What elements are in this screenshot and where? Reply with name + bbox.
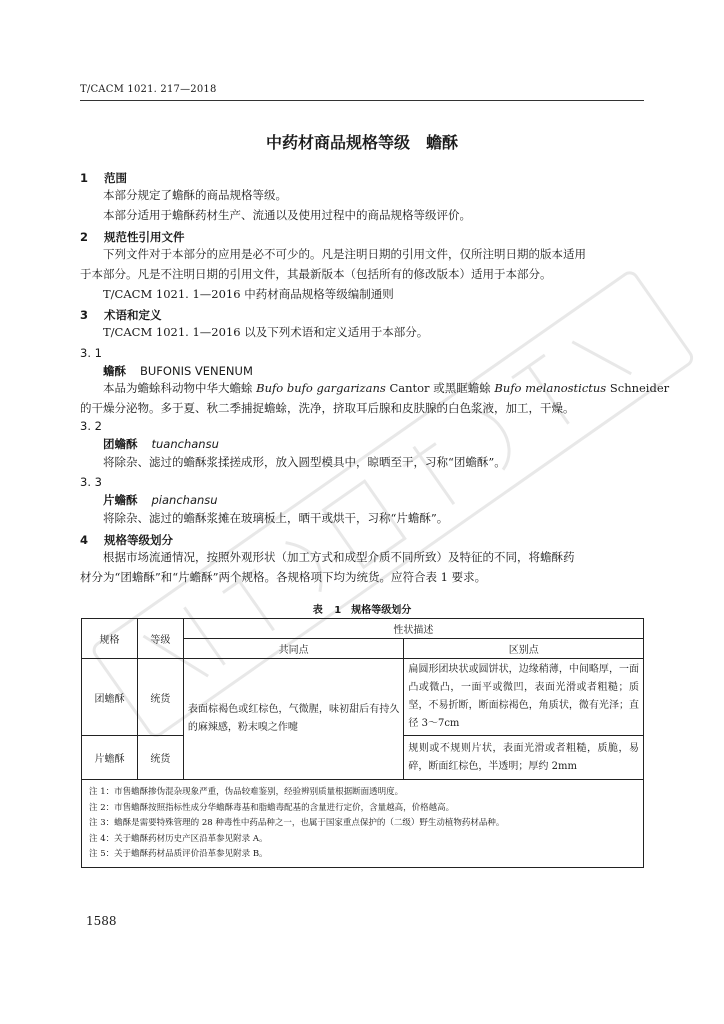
header-grade: 等级	[137, 619, 183, 659]
paragraph: 于本部分。凡是不注明日期的引用文件，其最新版本（包括所有的修改版本）适用于本部分。	[80, 267, 552, 281]
header-traits: 性状描述	[183, 619, 643, 639]
cell-diff: 规则或不规则片状，表面光滑或者粗糙，质脆，易碎，断面红棕色，半透明；厚约 2mm	[404, 736, 644, 780]
term-heading	[103, 436, 219, 452]
term-number: 3. 3	[80, 475, 102, 489]
header-diff: 区别点	[404, 639, 644, 659]
term-heading	[103, 363, 253, 379]
cell-spec: 片蟾酥	[82, 736, 138, 780]
section-number: 3	[80, 308, 89, 322]
section-number: 2	[80, 230, 89, 244]
paragraph: T/CACM 1021. 1—2016 以及下列术语和定义适用于本部分。	[103, 325, 429, 339]
term-definition: 将除杂、滤过的蟾酥浆摊在玻璃板上，晒干或烘干，习称“片蟾酥”。	[103, 511, 449, 525]
term-definition	[103, 378, 669, 398]
header-common: 共同点	[183, 639, 404, 659]
section-title: 术语和定义	[104, 308, 162, 322]
paragraph: 本部分适用于蟾酥药材生产、流通以及使用过程中的商品规格等级评价。	[103, 208, 471, 222]
section-number: 1	[80, 171, 89, 185]
species-name: Bufo melanostictus	[494, 381, 607, 395]
section-4-heading	[80, 532, 173, 548]
term-cn: 片蟾酥	[103, 493, 138, 507]
note: 注 4：关于蟾酥药材历史产区沿革参见附录 A。	[89, 833, 268, 844]
definition-text: Schneider	[606, 381, 670, 395]
header-spec: 规格	[82, 619, 138, 659]
term-en: pianchansu	[151, 493, 218, 507]
cell-diff: 扁圆形团块状或圆饼状，边缘稍薄，中间略厚，一面凸或微凸，一面平或微凹，表面光滑或者粗糙；质坚，不易折断，断面棕褐色，角质状，微有光泽；直径 3～7cm	[404, 659, 644, 736]
cell-common: 表面棕褐色或红棕色，气微腥，味初甜后有持久的麻辣感，粉末嗅之作嚏	[183, 659, 404, 780]
section-2-heading	[80, 229, 185, 245]
section-title: 规格等级划分	[104, 533, 173, 547]
page-number: 1588	[86, 914, 117, 928]
table-caption: 表 1 规格等级划分	[312, 605, 412, 616]
grade-table	[81, 618, 644, 780]
section-title: 范围	[104, 171, 127, 185]
term-en: tuanchansu	[151, 437, 219, 451]
table-notes	[81, 779, 644, 868]
species-name: Bufo bufo gargarizans	[256, 381, 386, 395]
term-definition-cont: 的干燥分泌物。多于夏、秋二季捕捉蟾蜍，洗净，挤取耳后腺和皮肤腺的白色浆液，加工，干燥。	[80, 401, 575, 415]
reference-item: T/CACM 1021. 1—2016 中药材商品规格等级编制通则	[103, 287, 394, 301]
note: 注 5：关于蟾酥药材品质评价沿革参见附录 B。	[89, 849, 268, 859]
definition-text: 本品为蟾蜍科动物中华大蟾蜍	[103, 381, 257, 395]
term-cn: 团蟾酥	[103, 437, 138, 451]
paragraph: 材分为“团蟾酥”和“片蟾酥”两个规格。各规格项下均为统货。应符合表 1 要求。	[80, 570, 487, 584]
table-row	[82, 659, 644, 736]
term-definition: 将除杂、滤过的蟾酥浆揉搓成形，放入圆型模具中，晾晒至干，习称“团蟾酥”。	[103, 455, 506, 469]
standard-number: T/CACM 1021. 217—2018	[80, 84, 217, 95]
section-title: 规范性引用文件	[104, 230, 185, 244]
note: 注 1：市售蟾酥掺伪混杂现象严重，伪品较难鉴别，经验辨别质量根据断面透明度。	[89, 787, 404, 797]
paragraph: 本部分规定了蟾酥的商品规格等级。	[103, 188, 287, 202]
section-3-heading	[80, 307, 162, 323]
document-title: 中药材商品规格等级 蟾酥	[265, 133, 458, 152]
paragraph: 下列文件对于本部分的应用是必不可少的。凡是注明日期的引用文件，仅所注明日期的版本适用	[103, 247, 586, 261]
term-en: BUFONIS VENENUM	[140, 364, 253, 378]
cell-spec: 团蟾酥	[82, 659, 138, 736]
term-heading	[103, 492, 218, 508]
definition-text: Cantor 或黑眶蟾蜍	[385, 381, 495, 395]
term-number: 3. 1	[80, 346, 102, 360]
term-cn: 蟾酥	[103, 364, 126, 378]
cell-grade: 统货	[137, 736, 183, 780]
section-number: 4	[80, 533, 89, 547]
note: 注 2：市售蟾酥按照指标性成分华蟾酥毒基和脂蟾毒配基的含量进行定价，含量越高，价格越高。	[89, 802, 455, 813]
cell-grade: 统货	[137, 659, 183, 736]
note: 注 3：蟾酥是需要特殊管理的 28 种毒性中药品种之一，也属于国家重点保护的（二级）野生动植物药材品种。	[89, 818, 505, 828]
term-number: 3. 2	[80, 419, 102, 433]
section-1-heading	[80, 170, 127, 186]
paragraph: 根据市场流通情况，按照外观形状（加工方式和成型介质不同所致）及特征的不同，将蟾酥药	[103, 550, 575, 564]
header-rule	[80, 100, 644, 101]
